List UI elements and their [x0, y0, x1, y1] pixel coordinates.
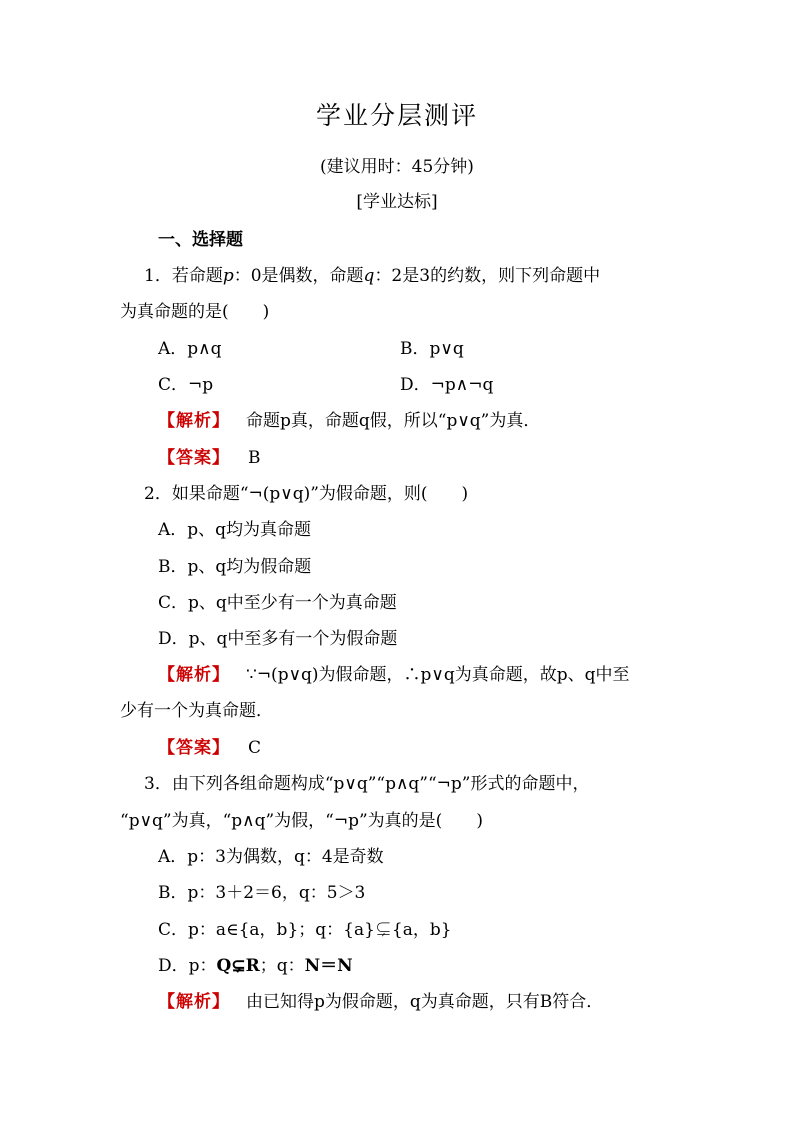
q2-option-b: B．p、q均为假命题 [158, 557, 312, 577]
q2-option-d: D．p、q中至多有一个为假命题 [158, 629, 398, 649]
analysis-tag: 【解析】 [158, 992, 230, 1012]
q2-stem: 2．如果命题“¬(p∨q)”为假命题，则( ) [144, 484, 469, 504]
q1-text-a: 若命题 [171, 266, 223, 286]
q2-option-c: C．p、q中至少有一个为真命题 [158, 593, 397, 613]
page-title: 学业分层测评 [315, 101, 478, 130]
q1-answer-text: B [248, 448, 261, 468]
q3-option-d-p: Q⊊R [216, 956, 260, 976]
q3-option-c: C．p：a∈{a，b}；q：{a}⊊{a，b} [158, 920, 452, 940]
q1-answer-row [158, 447, 261, 469]
analysis-tag: 【解析】 [158, 411, 230, 431]
q2-option-a: A．p、q均为真命题 [158, 520, 312, 540]
q3-analysis-text: 由已知得p为假命题，q为真命题，只有B符合． [246, 992, 604, 1012]
answer-tag: 【答案】 [158, 738, 230, 758]
answer-tag: 【答案】 [158, 448, 230, 468]
q2-answer-text: C [248, 738, 262, 758]
q1-option-b: B．p∨q [400, 339, 464, 359]
q3-option-d-prefix: D．p： [158, 956, 217, 976]
q1-text-c: ：2是3的约数，则下列命题中 [374, 266, 601, 286]
q3-option-d [158, 955, 353, 977]
q1-stem-line2: 为真命题的是( ) [120, 302, 270, 322]
q3-option-d-mid: ；q： [259, 956, 305, 976]
time-note: (建议用时：45分钟) [320, 157, 474, 177]
q1-option-c: C．¬p [158, 375, 214, 395]
q1-number: 1． [144, 266, 172, 286]
q2-analysis-row [158, 664, 630, 686]
q3-analysis-row [158, 991, 603, 1013]
q1-stem-line1 [144, 265, 600, 287]
level-label: [学业达标] [356, 192, 438, 212]
q2-analysis-line1: ∵¬(p∨q)为假命题，∴p∨q为真命题，故p、q中至 [246, 665, 630, 685]
q3-option-b: B．p：3＋2＝6，q：5＞3 [158, 883, 366, 903]
q3-stem-line2: “p∨q”为真，“p∧q”为假，“¬p”为真的是( ) [120, 811, 483, 831]
analysis-tag: 【解析】 [158, 665, 230, 685]
section-heading: 一、选择题 [158, 230, 243, 250]
q2-analysis-line2: 少有一个为真命题． [120, 701, 273, 721]
q1-option-a: A．p∧q [158, 339, 222, 359]
q1-var-q: q [363, 266, 375, 286]
q1-option-d: D．¬p∧¬q [400, 375, 494, 395]
q3-option-a: A．p：3为偶数，q：4是奇数 [158, 847, 384, 867]
q3-option-d-q: N＝N [304, 956, 353, 976]
q2-answer-row [158, 737, 261, 759]
q1-analysis-text: 命题p真，命题q假，所以“p∨q”为真． [246, 411, 541, 431]
q1-var-p: p [222, 266, 234, 286]
q1-text-b: ：0是偶数，命题 [233, 266, 364, 286]
q3-stem-line1: 3．由下列各组命题构成“p∨q”“p∧q”“¬p”形式的命题中， [144, 774, 590, 794]
q1-analysis-row [158, 410, 540, 432]
